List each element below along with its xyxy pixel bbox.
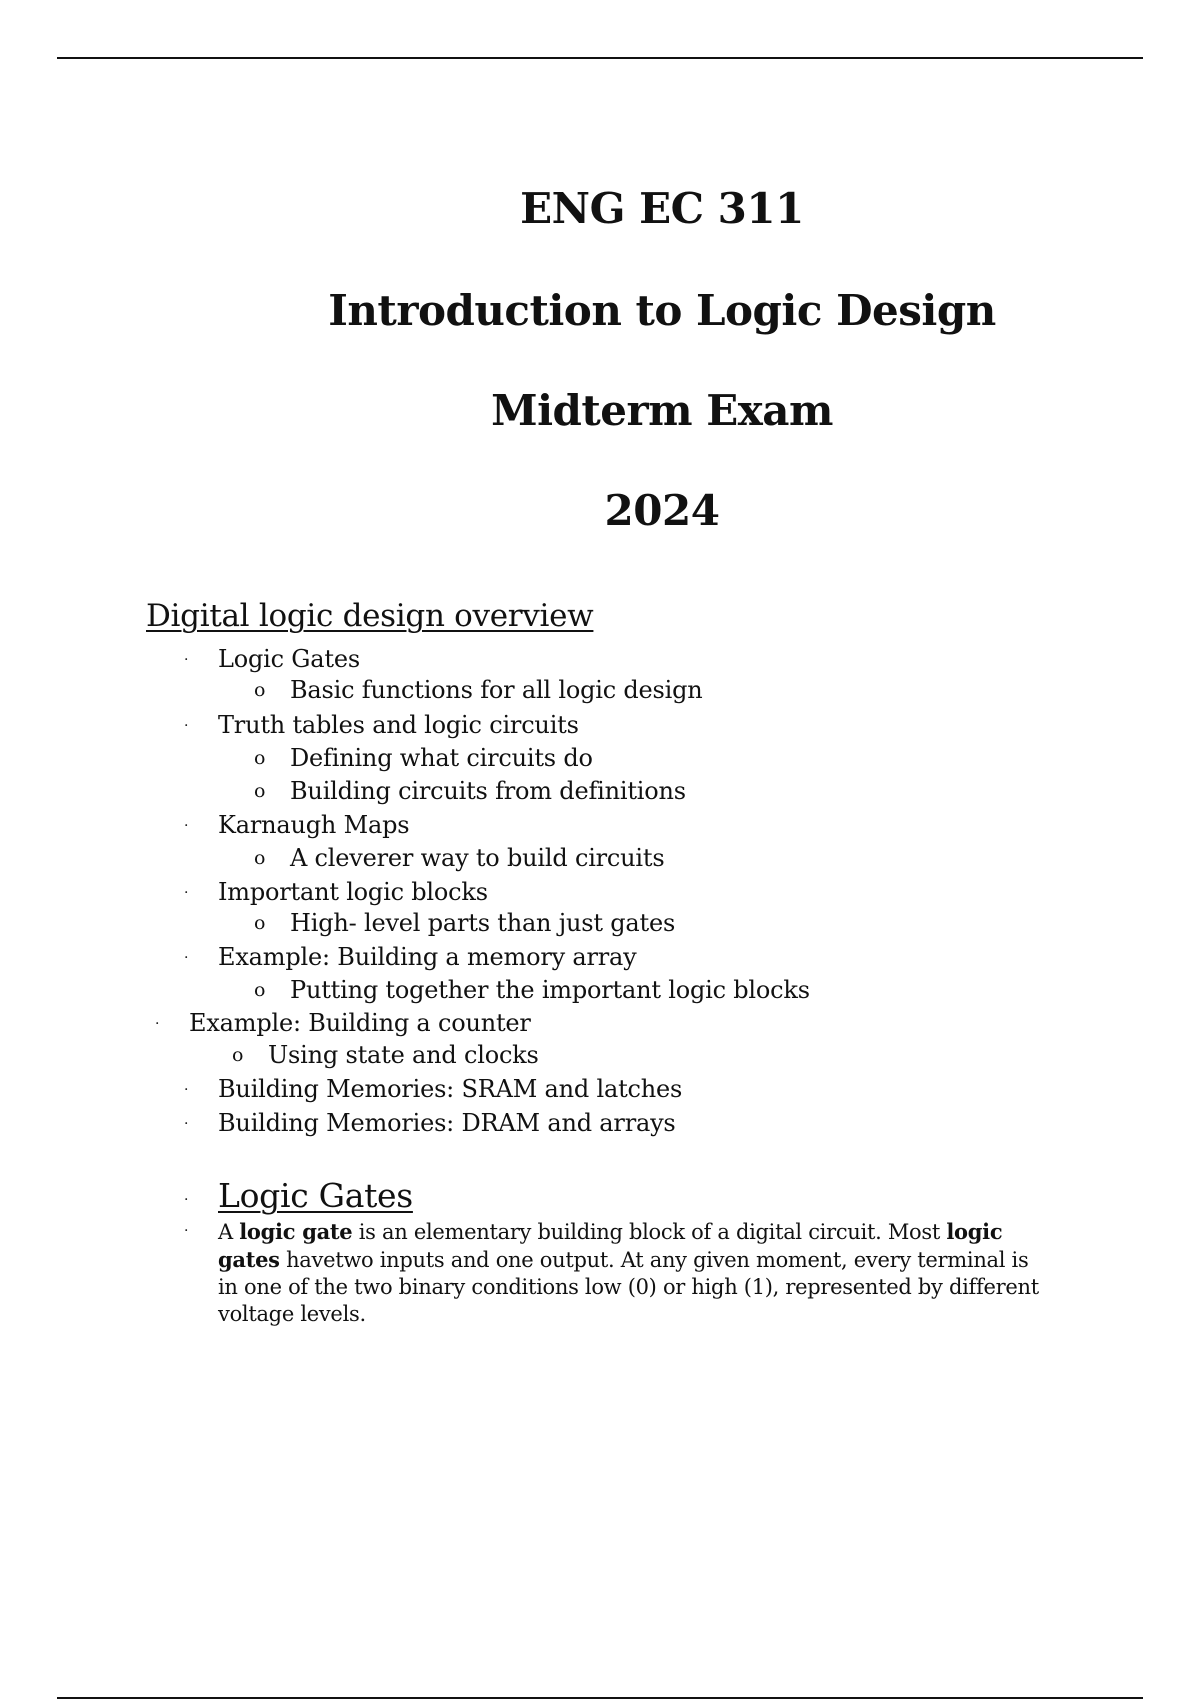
overview-subitem: Using state and clocks — [268, 1041, 539, 1069]
sub-bullet-icon: o — [254, 679, 266, 701]
bullet-icon: · — [184, 1082, 189, 1098]
overview-item: Logic Gates — [218, 645, 360, 673]
overview-subitem: Building circuits from definitions — [290, 777, 686, 805]
bullet-icon: · — [184, 1192, 189, 1208]
overview-subitem: Putting together the important logic blocks — [290, 976, 810, 1004]
overview-item: Building Memories: DRAM and arrays — [218, 1109, 676, 1137]
overview-subitem: Basic functions for all logic design — [290, 676, 703, 704]
paragraph-bold-term: logic gate — [239, 1219, 353, 1244]
bullet-icon: · — [184, 1223, 189, 1239]
exam-type: Midterm Exam — [491, 386, 833, 435]
paragraph-bold-term: logic gates — [218, 1219, 1003, 1272]
sub-bullet-icon: o — [254, 780, 266, 802]
top-rule — [57, 57, 1143, 59]
overview-item: Important logic blocks — [218, 878, 488, 906]
bullet-icon: · — [184, 1116, 189, 1132]
bullet-icon: · — [155, 1016, 160, 1032]
bullet-icon: · — [184, 818, 189, 834]
sub-bullet-icon: o — [254, 747, 266, 769]
logic-gates-paragraph — [218, 1218, 1048, 1328]
overview-item: Example: Building a counter — [189, 1009, 531, 1037]
overview-item: Example: Building a memory array — [218, 943, 637, 971]
logic-gates-heading: Logic Gates — [218, 1176, 413, 1215]
sub-bullet-icon: o — [232, 1044, 244, 1066]
overview-subitem: A cleverer way to build circuits — [290, 844, 665, 872]
bullet-icon: · — [184, 718, 189, 734]
overview-item: Karnaugh Maps — [218, 811, 410, 839]
overview-item: Building Memories: SRAM and latches — [218, 1075, 683, 1103]
bullet-icon: · — [184, 950, 189, 966]
sub-bullet-icon: o — [254, 847, 266, 869]
overview-subitem: High- level parts than just gates — [290, 909, 676, 937]
bottom-rule — [57, 1697, 1143, 1699]
sub-bullet-icon: o — [254, 979, 266, 1001]
course-code: ENG EC 311 — [520, 184, 804, 233]
overview-heading: Digital logic design overview — [146, 598, 594, 634]
course-title: Introduction to Logic Design — [328, 286, 996, 335]
exam-year: 2024 — [604, 486, 720, 535]
bullet-icon: · — [184, 885, 189, 901]
sub-bullet-icon: o — [254, 912, 266, 934]
bullet-icon: · — [184, 652, 189, 668]
overview-subitem: Defining what circuits do — [290, 744, 593, 772]
paragraph-text: is an elementary building block of a digital circuit. Most — [352, 1220, 947, 1244]
overview-item: Truth tables and logic circuits — [218, 711, 579, 739]
paragraph-text: A — [218, 1220, 240, 1244]
paragraph-text: havetwo inputs and one output. At any given moment, every terminal is in one of the two binary conditions low (0) or high (1), represented by different voltage levels. — [218, 1248, 1039, 1326]
